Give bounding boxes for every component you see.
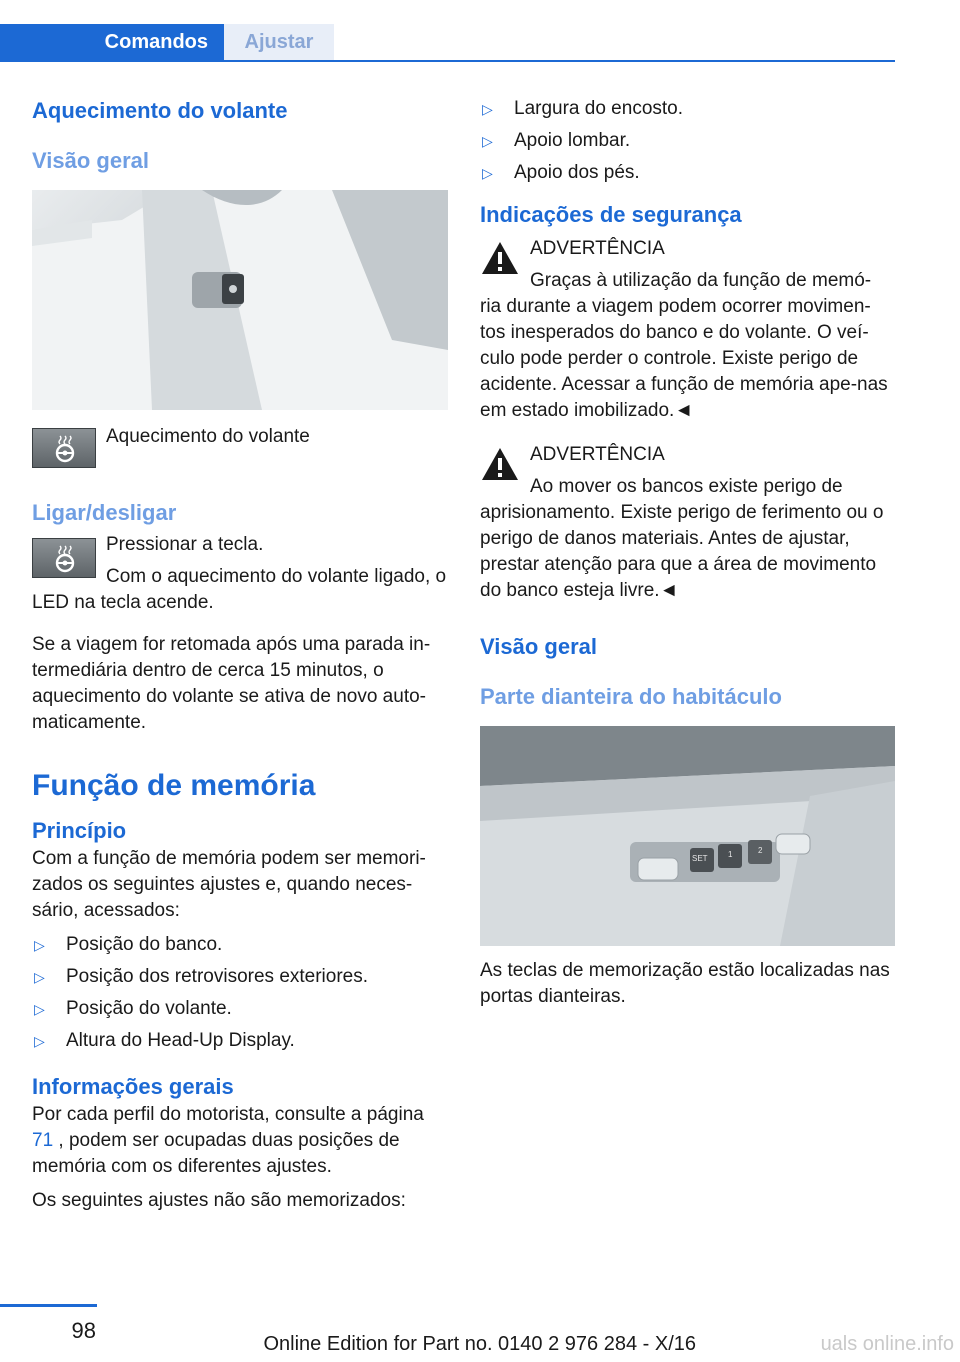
warning-text-first-line: Ao mover os bancos existe perigo de — [530, 476, 843, 497]
triangle-bullet-icon: ▷ — [482, 165, 493, 181]
principle-text: Com a função de memória podem ser memori-zados os seguintes ajustes e, quando neces-sário, acessados: — [32, 848, 426, 921]
led-text: Com o aquecimento do volante ligado, o LED na tecla acende. — [32, 566, 447, 613]
footer-rule — [0, 1304, 97, 1307]
heading-overview: Visão geral — [32, 148, 149, 173]
triangle-bullet-icon: ▷ — [34, 1033, 45, 1049]
not-memorized-text: Os seguintes ajustes não são memorizados: — [32, 1190, 406, 1211]
list-item: ▷ Largura do encosto. — [480, 96, 896, 122]
left-column — [32, 96, 448, 1214]
heated-steering-wheel-icon — [32, 538, 96, 578]
heading-heated-steering-wheel: Aquecimento do volante — [32, 98, 288, 123]
warning-text-first-line: Graças à utilização da função de memó- — [530, 270, 872, 291]
warning-triangle-icon — [480, 446, 520, 482]
heading-principle: Princípio — [32, 818, 127, 843]
press-key-text: Pressionar a tecla. — [106, 534, 264, 555]
list-item: ▷ Apoio lombar. — [480, 128, 896, 154]
memory-items-list — [32, 932, 448, 1054]
list-item: ▷ Altura do Head-Up Display. — [32, 1028, 448, 1054]
warning-title: ADVERTÊNCIA — [530, 444, 665, 465]
heading-overview-right: Visão geral — [480, 634, 597, 659]
triangle-bullet-icon: ▷ — [34, 969, 45, 985]
right-column — [480, 96, 896, 1010]
warning-triangle-icon — [480, 240, 520, 276]
tab-ajustar[interactable]: Ajustar — [224, 24, 334, 60]
warning-text: aprisionamento. Existe perigo de ferimento ou o perigo de danos materiais. Antes de ajustar, prestar atenção para que a área de movimento do banco esteja livre.◄ — [480, 502, 884, 601]
heated-steering-wheel-icon — [32, 428, 96, 468]
list-item: ▷ Posição dos retrovisores exteriores. — [32, 964, 448, 990]
heading-on-off: Ligar/desligar — [32, 500, 177, 525]
icon-caption: Aquecimento do volante — [106, 426, 310, 447]
memory-button-set: SET — [692, 854, 708, 863]
memory-button-1: 1 — [728, 850, 733, 859]
page-link[interactable]: 71 — [32, 1130, 54, 1151]
triangle-bullet-icon: ▷ — [34, 937, 45, 953]
steering-column-illustration — [32, 190, 448, 410]
general-info-text: Por cada perfil do motorista, consulte a página 71 , podem ser ocupadas duas posições de memória com os diferentes ajustes. — [32, 1104, 424, 1177]
steering-column-photo — [32, 190, 448, 410]
heading-safety: Indicações de segurança — [480, 202, 742, 227]
header-tabs — [0, 24, 895, 62]
heading-memory-function: Função de memória — [32, 769, 316, 802]
on-off-block — [32, 532, 448, 616]
triangle-bullet-icon: ▷ — [34, 1001, 45, 1017]
edition-text: Online Edition for Part no. 0140 2 976 284 - X/16 — [263, 1333, 696, 1355]
heading-front-cabin: Parte dianteira do habitáculo — [480, 684, 782, 709]
door-memory-buttons-photo — [480, 726, 895, 946]
heading-general-info: Informações gerais — [32, 1074, 234, 1099]
list-item: ▷ Posição do banco. — [32, 932, 448, 958]
triangle-bullet-icon: ▷ — [482, 101, 493, 117]
resume-text: Se a viagem for retomada após uma parada in-termediária dentro de cerca 15 minutos, o aquecimento do volante se ativa de novo auto-maticamente. — [32, 634, 431, 733]
not-memorized-list — [480, 96, 896, 186]
warning-block-1 — [480, 236, 896, 424]
warning-title: ADVERTÊNCIA — [530, 238, 665, 259]
tab-comandos[interactable]: Comandos — [0, 24, 224, 60]
door-panel-illustration — [480, 726, 895, 946]
header-rule — [0, 60, 895, 62]
warning-block-2 — [480, 442, 896, 604]
watermark: uals online.info — [820, 1333, 954, 1355]
warning-text: ria durante a viagem podem ocorrer movimen-tos inesperados do banco e do volante. O veí-culo pode perder o controle. Existe perigo de acidente. Acessar a função de memória ape-nas em estado imobilizado.◄ — [480, 296, 888, 421]
list-item: ▷ Posição do volante. — [32, 996, 448, 1022]
triangle-bullet-icon: ▷ — [482, 133, 493, 149]
front-caption: As teclas de memorização estão localizadas nas portas dianteiras. — [480, 960, 890, 1007]
page-number: 98 — [71, 1318, 96, 1343]
list-item: ▷ Apoio dos pés. — [480, 160, 896, 186]
icon-row-heated — [32, 428, 448, 472]
memory-button-2: 2 — [758, 846, 763, 855]
